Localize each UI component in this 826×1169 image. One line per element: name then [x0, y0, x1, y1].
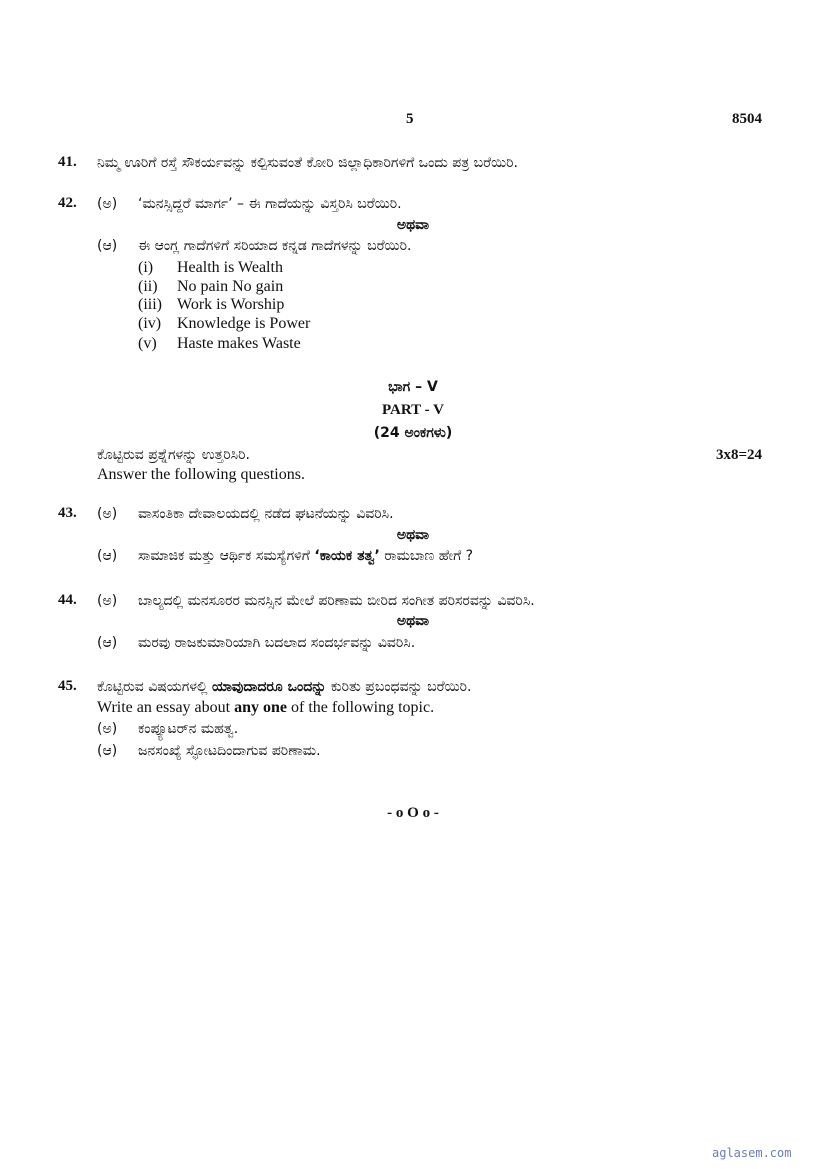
- question-45-english-emphasis: any one: [234, 699, 287, 716]
- question-number-45: 45.: [58, 678, 77, 694]
- question-43-a-text: ವಾಸಂತಿಕಾ ದೇವಾಲಯದಲ್ಲಿ ನಡೆದ ಘಟನೆಯನ್ನು ವಿವರಿಸಿ.: [138, 506, 394, 522]
- question-number-42: 42.: [58, 195, 77, 211]
- part-instruction-english: Answer the following questions.: [97, 466, 305, 483]
- question-45-english: [97, 700, 434, 716]
- question-43-b-text-part: ರಾಮಬಾಣ ಹೇಗೆ ?: [379, 548, 474, 564]
- or-separator: ಅಥವಾ: [396, 217, 430, 233]
- question-45-english-part: Write an essay about: [97, 699, 235, 716]
- proverb-text: No pain No gain: [177, 278, 284, 295]
- proverb-label: (iv): [138, 315, 162, 332]
- marks-formula: 3x8=24: [716, 447, 763, 463]
- paper-code: 8504: [732, 111, 762, 127]
- watermark: aglasem.com: [712, 1146, 792, 1160]
- option-b-marker: (ಆ): [97, 743, 118, 759]
- end-mark: - o O o -: [387, 805, 439, 821]
- question-41-text: ನಿಮ್ಮ ಊರಿಗೆ ರಸ್ತೆ ಸೌಕರ್ಯವನ್ನು ಕಲ್ಪಿಸುವಂತೆ ಕೋರಿ ಜಿಲ್ಲಾಧಿಕಾರಿಗಳಿಗೆ ಒಂದು ಪತ್ರ ಬರೆಯಿರಿ.: [97, 155, 518, 171]
- question-42-a-text: ‘ಮನಸ್ಸಿದ್ದರೆ ಮಾರ್ಗ’ – ಈ ಗಾದೆಯನ್ನು ವಿಸ್ತರಿಸಿ ಬರೆಯಿರಿ.: [138, 196, 402, 212]
- essay-topic-a: ಕಂಪ್ಯೂಟರ್‌ನ ಮಹತ್ವ.: [138, 721, 239, 737]
- proverb-label: (i): [138, 259, 154, 276]
- option-b-marker: (ಆ): [97, 238, 118, 254]
- question-43-b-emphasis: ‘ಕಾಯಕ ತತ್ವ’: [314, 548, 380, 564]
- question-42-b-text: ಈ ಆಂಗ್ಲ ಗಾದೆಗಳಿಗೆ ಸರಿಯಾದ ಕನ್ನಡ ಗಾದೆಗಳನ್ನು ಬರೆಯಿರಿ.: [138, 238, 412, 254]
- proverb-text: Health is Wealth: [177, 259, 283, 276]
- question-45-kannada-emphasis: ಯಾವುದಾದರೂ ಒಂದನ್ನು: [212, 679, 327, 695]
- part-title: PART - V: [382, 402, 444, 418]
- part-instruction-kannada: ಕೊಟ್ಟಿರುವ ಪ್ರಶ್ನೆಗಳನ್ನು ಉತ್ತರಿಸಿರಿ.: [97, 447, 250, 463]
- page-number: 5: [406, 111, 414, 127]
- question-45-english-part: of the following topic.: [287, 699, 435, 716]
- proverb-label: (v): [138, 335, 157, 352]
- proverb-text: Knowledge is Power: [177, 315, 311, 332]
- option-a-marker: (ಅ): [97, 721, 118, 737]
- question-number-41: 41.: [58, 154, 77, 170]
- question-45-kannada-part: ಕೊಟ್ಟಿರುವ ವಿಷಯಗಳಲ್ಲಿ: [97, 679, 212, 695]
- or-separator: ಅಥವಾ: [396, 527, 430, 543]
- question-44-a-text: ಬಾಲ್ಯದಲ್ಲಿ ಮನಸೂರರ ಮನಸ್ಸಿನ ಮೇಲೆ ಪರಿಣಾಮ ಬೀರಿದ ಸಂಗೀತ ಪರಿಸರವನ್ನು ವಿವರಿಸಿ.: [138, 593, 535, 609]
- question-45-kannada: [97, 680, 472, 694]
- question-number-43: 43.: [58, 505, 77, 521]
- option-a-marker: (ಅ): [97, 506, 118, 522]
- option-a-marker: (ಅ): [97, 196, 118, 212]
- question-45-kannada-part: ಕುರಿತು ಪ್ರಬಂಧವನ್ನು ಬರೆಯಿರಿ.: [326, 679, 472, 695]
- part-marks: (24 ಅಂಕಗಳು): [373, 425, 453, 441]
- essay-topic-b: ಜನಸಂಖ್ಯೆ ಸ್ಫೋಟದಿಂದಾಗುವ ಪರಿಣಾಮ.: [138, 743, 321, 759]
- proverb-text: Haste makes Waste: [177, 335, 301, 352]
- option-b-marker: (ಆ): [97, 548, 118, 564]
- question-43-b-text: [138, 549, 473, 563]
- question-44-b-text: ಮರವು ರಾಜಕುಮಾರಿಯಾಗಿ ಬದಲಾದ ಸಂದರ್ಭವನ್ನು ವಿವರಿಸಿ.: [138, 635, 416, 651]
- or-separator: ಅಥವಾ: [396, 613, 430, 629]
- proverb-text: Work is Worship: [177, 296, 285, 313]
- option-b-marker: (ಆ): [97, 635, 118, 651]
- question-43-b-text-part: ಸಾಮಾಜಿಕ ಮತ್ತು ಆರ್ಥಿಕ ಸಮಸ್ಯೆಗಳಿಗೆ: [138, 548, 315, 564]
- proverb-label: (ii): [138, 278, 158, 295]
- proverb-label: (iii): [138, 296, 162, 313]
- option-a-marker: (ಅ): [97, 593, 118, 609]
- question-number-44: 44.: [58, 592, 77, 608]
- part-kannada-title: ಭಾಗ – V: [388, 379, 438, 395]
